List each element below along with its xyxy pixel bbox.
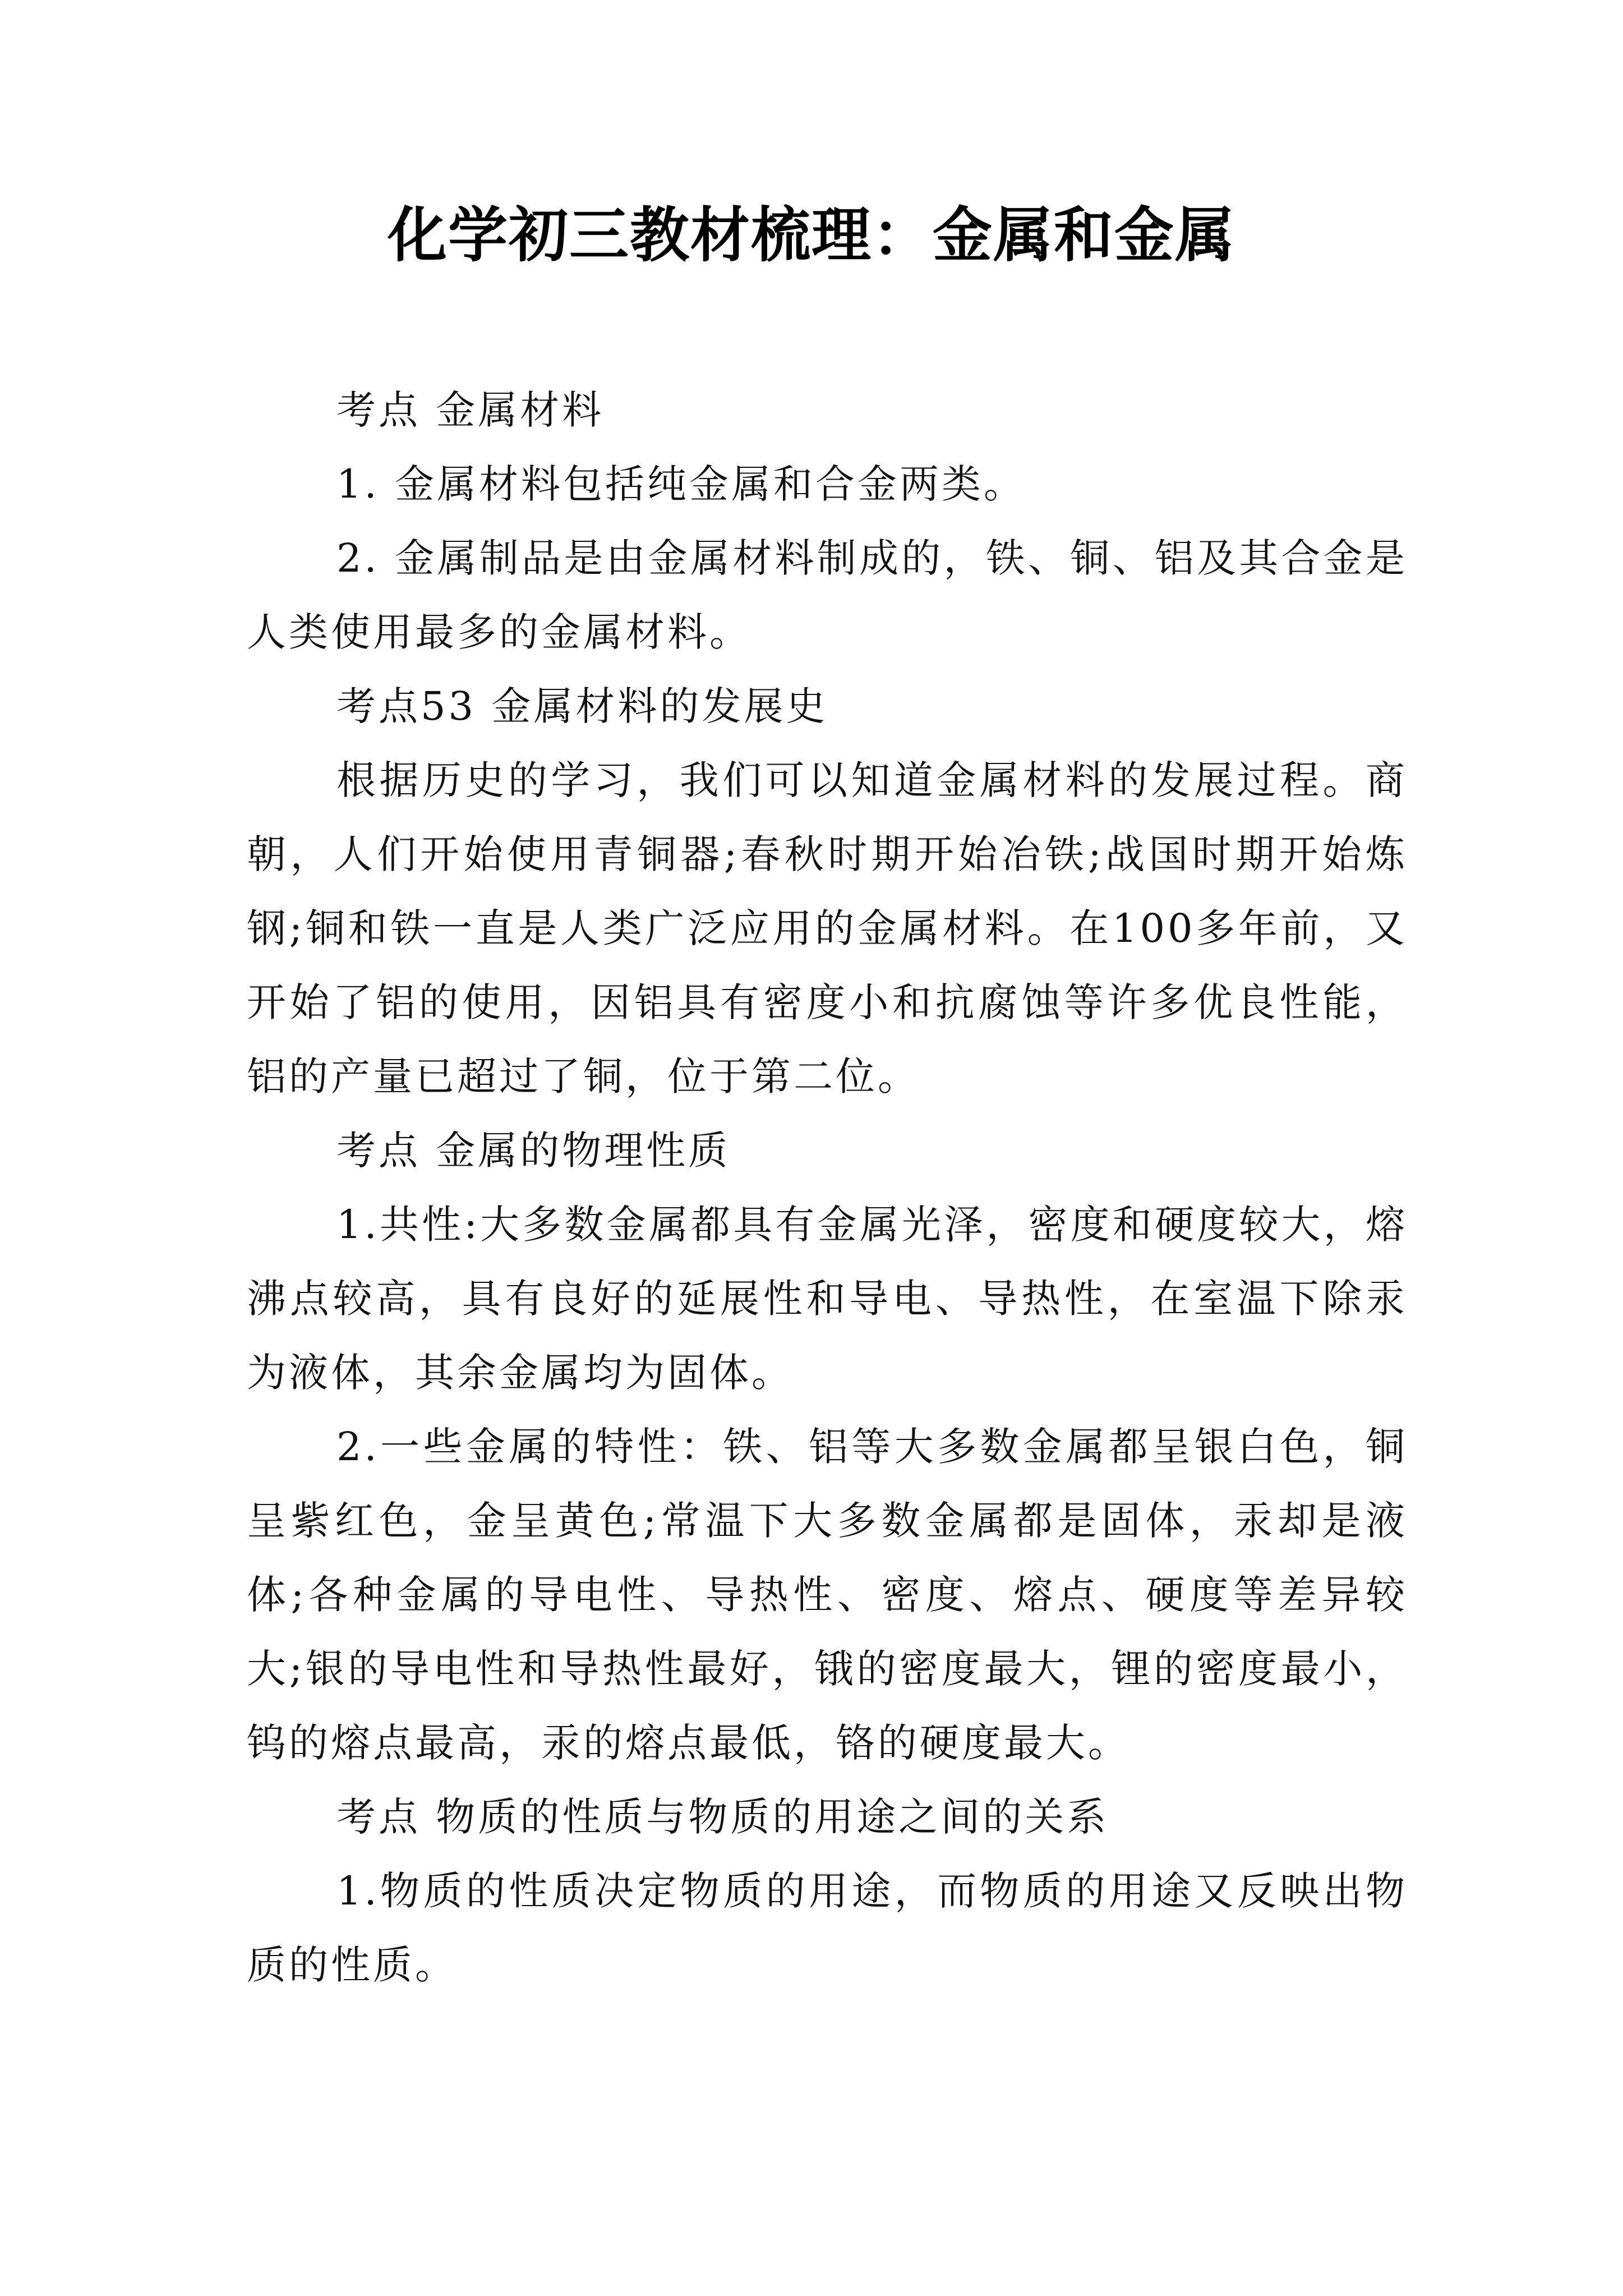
paragraph-special-properties: 2.一些金属的特性：铁、铝等大多数金属都呈银白色，铜呈紫红色，金呈黄色;常温下大多数金属都是固体，汞却是液体;各种金属的导电性、导热性、密度、熔点、硬度等差异较大;银的导电性和导热性最好，锇的密度最大，锂的密度最小，钨的熔点最高，汞的熔点最低，铬的硬度最大。	[247, 1424, 1408, 1766]
paragraph-item-2: 2. 金属制品是由金属材料制成的，铁、铜、铝及其合金是人类使用最多的金属材料。	[247, 535, 1408, 655]
heading-history: 考点53 金属材料的发展史	[336, 683, 828, 729]
heading-property-use-relation: 考点 物质的性质与物质的用途之间的关系	[336, 1794, 1109, 1840]
document-body	[247, 373, 1408, 2002]
heading-metal-materials: 考点 金属材料	[336, 387, 605, 433]
heading-physical-properties: 考点 金属的物理性质	[336, 1128, 731, 1174]
paragraph-property-use: 1.物质的性质决定物质的用途，而物质的用途又反映出物质的性质。	[247, 1868, 1408, 1988]
paragraph-item-1: 1. 金属材料包括纯金属和合金两类。	[336, 461, 1026, 507]
document-title: 化学初三教材梳理：金属和金属	[388, 201, 1235, 270]
paragraph-history: 根据历史的学习，我们可以知道金属材料的发展过程。商朝，人们开始使用青铜器;春秋时期开始冶铁;战国时期开始炼钢;铜和铁一直是人类广泛应用的金属材料。在100多年前，又开始了铝的使用，因铝具有密度小和抗腐蚀等许多优良性能，铝的产量已超过了铜，位于第二位。	[247, 757, 1408, 1099]
paragraph-common-properties: 1.共性:大多数金属都具有金属光泽，密度和硬度较大，熔沸点较高，具有良好的延展性和导电、导热性，在室温下除汞为液体，其余金属均为固体。	[247, 1202, 1408, 1396]
